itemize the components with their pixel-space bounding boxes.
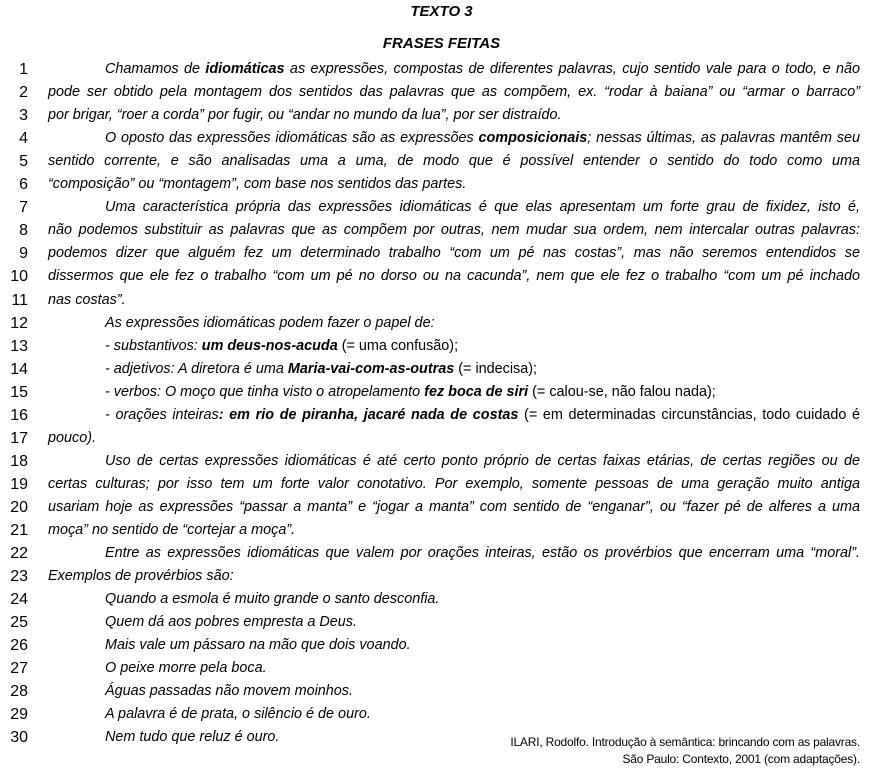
line-number: 21	[10, 522, 28, 539]
citation-line-1: ILARI, Rodolfo. Introdução à semântica: brincando com as palavras.	[510, 735, 860, 749]
text-segment: pode ser obtido pela montagem dos sentidos das palavras que as compõem, ex. “rodar à baiana” ou “armar o barraco”	[48, 84, 860, 101]
text-segment: O oposto das expressões idiomáticas são as expressões	[105, 130, 479, 147]
text-segment: - orações inteiras	[105, 406, 219, 423]
text-segment: não podemos substituir as palavras que as compõem por outras, nem mudar sua ordem, nem intercalar outras palavras:	[48, 222, 860, 239]
text-segment: Nem tudo que reluz é ouro.	[105, 729, 280, 746]
text-line	[0, 196, 869, 219]
text-line	[0, 404, 869, 427]
text-segment: (= indecisa);	[454, 360, 538, 377]
text-line	[0, 427, 869, 450]
text-segment: “composição” ou “montagem”, com base nos sentidos das partes.	[48, 176, 467, 193]
text-segment: Exemplos de provérbios são:	[48, 568, 234, 585]
text-line	[0, 242, 869, 265]
text-line	[0, 450, 869, 473]
line-number: 26	[10, 637, 28, 655]
text-segment: pouco).	[48, 429, 96, 446]
text-segment: moça” no sentido de “cortejar a moça”.	[48, 522, 296, 538]
line-number: 1	[19, 61, 28, 78]
line-text	[48, 150, 860, 173]
line-text	[48, 81, 860, 104]
line-text	[48, 473, 860, 496]
text-segment: Uso de certas expressões idiomáticas é até certo ponto próprio de certas faixas etárias, de certas regiões ou de	[105, 452, 860, 469]
line-text	[48, 565, 860, 588]
line-number: 22	[10, 545, 28, 563]
line-number: 29	[10, 706, 28, 724]
text-segment: Chamamos de	[105, 61, 206, 77]
text-line	[0, 312, 869, 335]
text-line	[0, 519, 869, 542]
line-text	[48, 127, 860, 150]
text-line	[0, 611, 869, 634]
line-number: 16	[10, 406, 28, 424]
text-line	[0, 173, 869, 196]
line-text	[48, 519, 860, 542]
line-text	[48, 450, 860, 473]
bold-expression: : em rio de piranha, jacaré nada de costas	[218, 406, 519, 423]
text-segment: - adjetivos: A diretora é uma	[105, 360, 288, 377]
line-text	[48, 427, 860, 450]
text-line	[0, 358, 869, 381]
text-line	[0, 219, 869, 242]
line-text	[48, 289, 860, 312]
text-line	[0, 680, 869, 703]
text-segment: Entre as expressões idiomáticas que valem por orações inteiras, estão os provérbios que encerram uma “moral”.	[105, 545, 860, 562]
line-text	[48, 104, 860, 127]
text-line	[0, 150, 869, 173]
texto-label: TEXTO 3	[410, 3, 473, 20]
text-line	[0, 565, 869, 588]
text-line	[0, 104, 869, 127]
text-segment: usariam hoje as expressões “passar a manta” e “jogar a manta” com sentido de “enganar”, ou “fazer pé de alferes a uma	[48, 498, 860, 515]
text-line	[0, 634, 869, 657]
line-text	[48, 196, 860, 219]
line-text	[48, 381, 860, 404]
text-segment: Uma característica própria das expressões idiomáticas é que elas apresentam um forte grau de fixidez, isto é,	[105, 199, 860, 216]
bold-expression: idiomáticas	[205, 61, 285, 77]
text-segment: Mais vale um pássaro na mão que dois voando.	[105, 637, 411, 654]
line-number: 15	[10, 383, 28, 401]
citation-line-2: São Paulo: Contexto, 2001 (com adaptações).	[622, 752, 860, 766]
line-number: 6	[19, 176, 28, 194]
line-text	[48, 358, 860, 381]
text-segment: sentido corrente, e são analisadas uma a uma, de modo que é possível entender o sentido do todo como uma	[48, 153, 860, 170]
line-text	[48, 634, 860, 657]
text-line	[0, 542, 869, 565]
text-line	[0, 127, 869, 150]
line-text	[48, 404, 860, 427]
text-segment: certas culturas; por isso tem um forte valor conotativo. Por exemplo, somente pessoas de uma geração muito antiga	[48, 475, 860, 492]
line-number: 25	[10, 614, 28, 632]
line-number: 12	[10, 314, 28, 332]
line-text	[48, 588, 860, 611]
line-number: 27	[10, 660, 28, 678]
line-number: 28	[10, 683, 28, 701]
text-line	[0, 289, 869, 312]
text-segment: O peixe morre pela boca.	[105, 660, 267, 677]
bold-expression: um deus-nos-acuda	[201, 337, 338, 354]
text-segment: por brigar, “roer a corda” por fugir, ou “andar no mundo da lua”, por ser distraído.	[48, 107, 562, 124]
text-line	[0, 703, 869, 726]
text-segment: dissermos que ele fez o trabalho “com um pé no dorso ou na cacunda”, nem que ele fez o trabalho “com um pé inchado	[48, 268, 860, 285]
text-line	[0, 81, 869, 104]
text-line	[0, 265, 869, 288]
line-number: 17	[10, 429, 28, 447]
line-text	[48, 173, 860, 196]
line-number: 8	[19, 222, 28, 240]
line-text	[48, 657, 860, 680]
text-segment: podemos dizer que alguém fez um determinado trabalho “com um pé nas costas”, mas não seremos entendidos se	[48, 245, 860, 262]
text-segment: as expressões, compostas de diferentes palavras, cujo sentido vale para o todo, e não	[284, 61, 860, 77]
text-line	[0, 588, 869, 611]
line-number: 7	[19, 199, 28, 217]
text-segment: - substantivos:	[105, 337, 202, 354]
text-line	[0, 473, 869, 496]
line-number: 4	[19, 130, 28, 148]
line-number: 9	[19, 245, 28, 263]
line-number: 10	[10, 268, 28, 286]
line-text	[48, 703, 860, 726]
text-segment: As expressões idiomáticas podem fazer o papel de:	[105, 314, 435, 331]
text-segment: Quando a esmola é muito grande o santo desconfia.	[105, 591, 440, 608]
line-number: 3	[19, 107, 28, 125]
text-segment: ; nessas últimas, as palavras mantêm seu	[587, 130, 860, 147]
line-text	[48, 242, 860, 265]
text-segment: - verbos: O moço que tinha visto o atropelamento	[105, 383, 425, 400]
text-segment: Águas passadas não movem moinhos.	[105, 683, 353, 700]
text-segment: nas costas”.	[48, 291, 126, 308]
text-line	[0, 381, 869, 404]
line-number: 18	[10, 452, 28, 470]
line-text	[48, 680, 860, 703]
text-line	[0, 657, 869, 680]
bold-expression: fez boca de siri	[424, 383, 529, 400]
text-line	[0, 335, 869, 358]
line-text	[48, 58, 860, 81]
line-text	[48, 312, 860, 335]
text-line	[0, 58, 869, 81]
text-segment: Quem dá aos pobres empresta a Deus.	[105, 614, 357, 631]
bold-expression: composicionais	[478, 130, 588, 147]
text-segment: (= uma confusão);	[337, 337, 459, 354]
line-number: 14	[10, 360, 28, 378]
line-text	[48, 265, 860, 288]
text-segment: (= em determinadas circunstâncias, todo cuidado é	[518, 406, 860, 423]
line-number: 11	[11, 291, 28, 309]
line-text	[48, 496, 860, 519]
text-segment: A palavra é de prata, o silêncio é de ouro.	[105, 706, 371, 723]
document-title: FRASES FEITAS	[382, 35, 501, 52]
line-number: 23	[10, 568, 28, 586]
line-text	[48, 611, 860, 634]
line-number: 2	[19, 84, 28, 102]
line-number: 24	[10, 591, 28, 609]
line-text	[48, 542, 860, 565]
line-number: 30	[10, 729, 28, 747]
line-text	[48, 335, 860, 358]
line-number: 13	[10, 337, 28, 355]
line-text	[48, 219, 860, 242]
line-number: 20	[10, 498, 28, 516]
text-segment: (= calou-se, não falou nada);	[528, 383, 716, 400]
text-line	[0, 496, 869, 519]
line-number: 19	[10, 475, 28, 493]
bold-expression: Maria-vai-com-as-outras	[287, 360, 455, 377]
line-number: 5	[19, 153, 28, 171]
